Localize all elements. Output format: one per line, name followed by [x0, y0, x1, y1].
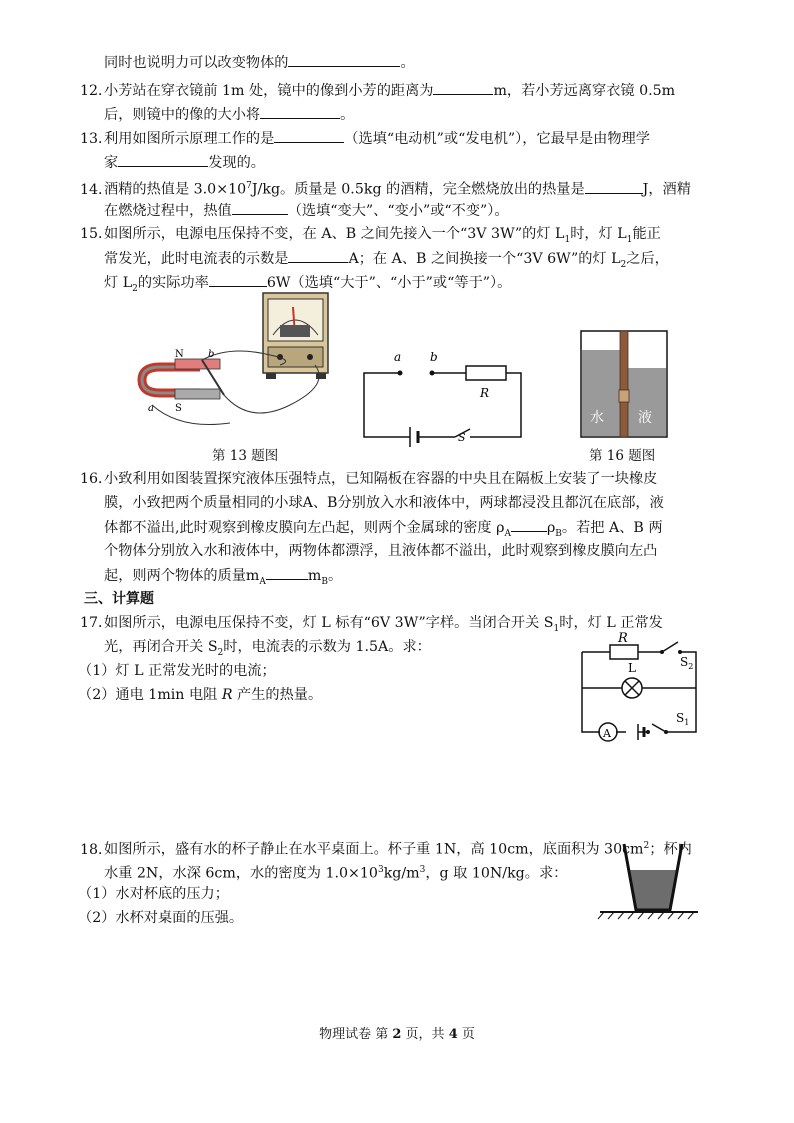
q15-text: 的实际功率 [137, 275, 209, 291]
footer-text: 物理试卷 第 [319, 1027, 393, 1042]
switch-s2-arm [662, 642, 678, 652]
label-s2: $S_2$ [680, 655, 694, 671]
resistor-symbol [466, 366, 506, 380]
q11-text-end: 。 [400, 55, 415, 71]
q17-text: 产生的热量。 [232, 687, 323, 703]
label-a: a [394, 350, 402, 364]
subscript: B [321, 576, 328, 587]
label-water: 水 [590, 410, 604, 426]
switch-s1-arm [652, 724, 666, 732]
q18-text: ；杯内 [649, 841, 692, 858]
question-number: 16． [80, 471, 113, 487]
q14-text: 酒精的热值是 3.0×10 [104, 181, 247, 198]
figure-18-cup [598, 840, 700, 920]
q18-text: 如图所示，盛有水的杯子静止在水平桌面上。杯子重 1N，高 10cm，底面积为 30cm [104, 841, 644, 858]
horseshoe-magnet-image [142, 359, 220, 399]
q18-text: 水重 2N，水深 6cm，水的密度为 1.0×10 [104, 865, 378, 882]
question-number: 18． [80, 841, 113, 858]
label-r: R [480, 386, 490, 400]
q17-part2 [78, 685, 322, 705]
label-s: S [175, 403, 182, 414]
subscript: 1 [564, 234, 571, 245]
q12-text: m，若小芳远离穿衣镜 0.5m [493, 83, 676, 99]
answer-blank[interactable] [288, 52, 400, 67]
partition-board [620, 331, 628, 437]
terminal-a [398, 371, 403, 376]
superscript: 2 [643, 841, 650, 851]
label-liquid: 液 [638, 410, 652, 426]
q16-text: 。若把 A、B 两 [561, 520, 663, 536]
q14-text: J/kg。质量是 0.5kg 的酒精，完全燃烧放出的热量是 [251, 181, 585, 198]
q16-text: ρ [546, 520, 556, 536]
q15-text: 能正 [632, 226, 661, 242]
rubber-membrane [619, 390, 629, 402]
figure-16-caption: 第 16 题图 [589, 448, 656, 464]
table-hatching [598, 912, 694, 919]
q17-line1 [80, 613, 663, 639]
q15-text: 常发光，此时电流表的示数是 [104, 251, 289, 267]
question-number: 13． [80, 131, 113, 147]
question-number: 12． [80, 83, 113, 99]
q13-text: 利用如图所示原理工作的是 [104, 131, 275, 147]
q15-text: 6W（选填“大于”、“小于”或“等于”）。 [266, 275, 512, 291]
page-number: 2 [392, 1027, 402, 1042]
q16-text: 小致利用如图装置探究液体压强特点，已知隔板在容器的中央且在隔板上安装了一块橡皮 [104, 471, 658, 487]
galvanometer-image [263, 293, 328, 379]
q15-text: 之后， [626, 251, 669, 267]
q17-text: 光，再闭合开关 S [104, 639, 218, 655]
page-total: 4 [448, 1027, 458, 1042]
q12-line1 [80, 80, 675, 101]
answer-blank[interactable] [288, 248, 348, 263]
q15-text: 灯 L [104, 275, 133, 291]
footer-text: 页，共 [401, 1027, 449, 1042]
q16-text: 膜，小致把两个质量相同的小球A、B分别放入水和液体中，两球都浸没且都沉在底部，液 [104, 495, 664, 511]
q17-part1: （1）灯 L 正常发光时的电流； [78, 663, 276, 679]
subscript: 2 [132, 283, 138, 294]
answer-blank[interactable] [232, 200, 288, 215]
resistor-symbol [610, 645, 638, 659]
exponent: 7 [246, 181, 252, 191]
q11-text: 同时也说明力可以改变物体的 [104, 55, 289, 71]
q14-text: （选填“变大”、“变小”或“不变”）。 [287, 203, 509, 219]
answer-blank[interactable] [274, 128, 344, 143]
q16-line2 [104, 493, 664, 513]
circuit-wire [582, 652, 600, 732]
q16-text: 。 [327, 568, 343, 584]
answer-blank[interactable] [118, 152, 208, 167]
q15-line2 [104, 248, 669, 275]
question-number: 14． [80, 181, 113, 198]
q13-text: 发现的。 [208, 155, 265, 171]
q14-text: 在燃烧过程中，热值 [104, 203, 232, 219]
answer-blank[interactable] [266, 565, 308, 580]
q11-tail [104, 52, 415, 73]
q17-line2 [104, 637, 431, 663]
subscript: A [259, 576, 266, 587]
label-n: N [175, 349, 184, 360]
q18-text: kg/m [383, 865, 420, 882]
label-r: R [618, 631, 628, 646]
q17-text: （2）通电 1min 电阻 [78, 687, 222, 703]
answer-blank[interactable] [511, 517, 547, 532]
resistor-symbol-text: R [221, 687, 233, 703]
question-number: 17． [80, 615, 113, 631]
q16-text: 个物体分别放入水和液体中，两物体都漂浮，且液体都不溢出，此时观察到橡皮膜向左凸 [104, 543, 658, 559]
subscript: 1 [626, 234, 633, 245]
label-s: S [458, 431, 466, 444]
answer-blank[interactable] [585, 179, 643, 194]
q12-text: 小芳站在穿衣镜前 1m 处，镜中的像到小芳的距离为 [104, 83, 434, 99]
label-a: a [148, 403, 154, 414]
q13-text: （选填“电动机”或“发电机”），它最早是由物理学 [344, 131, 650, 147]
q17-text: 如图所示，电源电压保持不变，灯 L 标有“6V 3W”字样。当闭合开关 S [104, 615, 554, 631]
q15-text: A；在 A、B 之间换接一个“3V 6W”的灯 L [348, 251, 621, 267]
q16-text: 体都不溢出,此时观察到橡皮膜向左凸起，则两个金属球的密度 ρ [104, 520, 505, 536]
figure-13-caption: 第 13 题图 [212, 448, 279, 464]
q15-text: 如图所示，电源电压保持不变，在 A、B 之间先接入一个“3V 3W”的灯 L [104, 226, 565, 242]
q18-part1: （1）水对杯底的压力； [78, 886, 229, 902]
subscript: A [504, 528, 511, 539]
page-footer [0, 1023, 794, 1042]
q12-line2 [104, 104, 354, 125]
subscript: 2 [620, 259, 627, 270]
superscript: 3 [377, 865, 384, 875]
q16-line5 [104, 565, 342, 592]
figure-15-circuit [360, 345, 525, 443]
q15-line1 [80, 224, 661, 250]
q12-text: 后，则镜中的像的大小将 [104, 107, 261, 123]
label-s1: $S_1$ [676, 711, 690, 727]
answer-blank[interactable] [260, 104, 340, 119]
circuit-wire [470, 373, 521, 437]
q14-text: J，酒精 [642, 181, 691, 198]
terminal-b [430, 371, 435, 376]
q13-line2 [104, 152, 265, 173]
superscript: 3 [419, 865, 426, 875]
q18-part2: （2）水杯对桌面的压强。 [78, 910, 244, 926]
q13-line1 [80, 128, 650, 149]
section-heading: 三、计算题 [84, 591, 154, 607]
q16-line3 [104, 517, 663, 544]
wire [152, 405, 230, 425]
label-ammeter: A [603, 727, 611, 740]
q16-text: m [307, 568, 322, 584]
q16-line4 [104, 541, 657, 561]
figure-16-container [580, 330, 668, 438]
figure-13-generator [140, 285, 350, 435]
figure-17-circuit [580, 630, 700, 745]
q16-line1 [80, 469, 657, 489]
answer-blank[interactable] [433, 80, 493, 95]
q18-text: ，g 取 10N/kg。求： [425, 865, 568, 882]
subscript: 2 [217, 647, 224, 658]
label-b: b [208, 349, 215, 360]
q12-text: 。 [340, 107, 355, 123]
subscript: B [555, 528, 562, 539]
question-number: 15． [80, 226, 113, 242]
q15-text: 时，灯 L [570, 226, 627, 242]
q16-text: 起，则两个物体的质量m [104, 568, 260, 584]
water-in-cup [630, 870, 676, 910]
q17-text: 时，电流表的示数为 1.5A。求： [223, 639, 431, 655]
circuit-wire [364, 373, 410, 437]
subscript: 1 [553, 623, 560, 634]
q14-line2 [104, 200, 509, 221]
q17-text: 时，灯 L 正常发 [559, 615, 663, 631]
label-b: b [430, 350, 438, 364]
footer-text: 页 [457, 1027, 475, 1042]
label-l: L [628, 661, 636, 675]
q14-line1 [80, 176, 691, 200]
q13-text: 家 [104, 155, 119, 171]
q18-line2 [104, 860, 567, 884]
